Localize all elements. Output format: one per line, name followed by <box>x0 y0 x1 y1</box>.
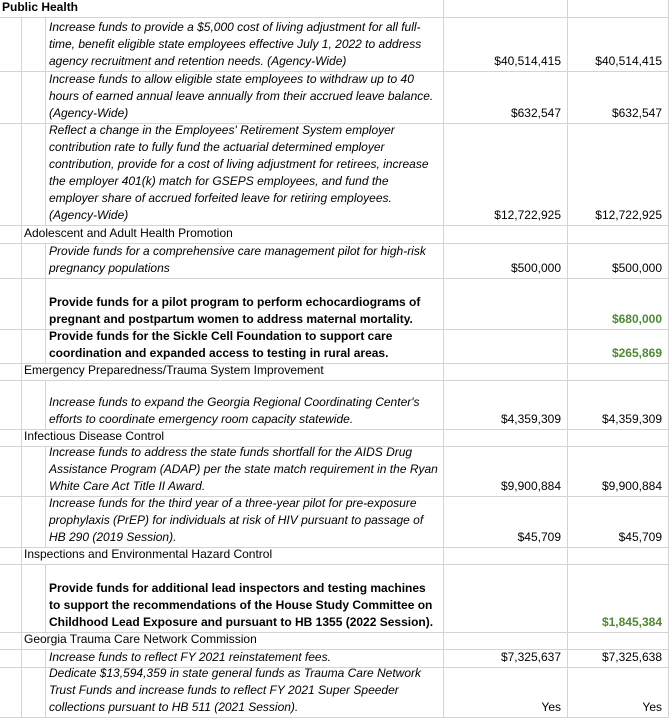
row-description: Reflect a change in the Employees' Retirement System employer contribution rate to fully fund the actuarial determined employer contribution, provide for a cost of living adjustment for retirees, increase the employer 401(k) match for GSEPS employees, and fund the employer share of accrued forfeited leave for retiring employees. (Agency-Wide) <box>49 123 429 222</box>
row-description: Provide funds for the Sickle Cell Foundation to support care coordination and expanded access to testing in rural areas. <box>49 329 393 360</box>
section-row <box>0 548 669 565</box>
table-header-row <box>0 0 669 18</box>
table-row <box>0 279 669 330</box>
section-title: Infectious Disease Control <box>24 429 165 443</box>
row-value-2: $632,547 <box>611 106 662 120</box>
table-row <box>0 330 669 364</box>
section-title: Inspections and Environmental Hazard Control <box>24 547 273 561</box>
row-description: Provide funds for a pilot program to perform echocardiograms of pregnant and postpartum women to address maternal mortality. <box>49 295 421 326</box>
row-description: Increase funds to address the state funds shortfall for the AIDS Drug Assistance Program (ADAP) per the state match requirement in the Ryan White Care Act Title II Award. <box>49 445 438 493</box>
row-value-2: Yes <box>642 700 662 714</box>
section-row <box>0 226 669 244</box>
row-description: Dedicate $13,594,359 in state general funds as Trauma Care Network Trust Funds and increase funds to reflect FY 2021 Super Speeder collections pursuant to HB 511 (2021 Session). <box>49 666 421 714</box>
row-value-2: $9,900,884 <box>601 479 662 493</box>
row-description: Increase funds for the third year of a three-year pilot for pre-exposure prophylaxis (PrEP) for individuals at risk of HIV pursuant to passage of HB 290 (2019 Session). <box>49 496 424 544</box>
row-value-1: $9,900,884 <box>500 479 561 493</box>
row-value-2: $680,000 <box>611 312 662 326</box>
row-description: Provide funds for additional lead inspectors and testing machines to support the recommendations of the House Study Committee on Childhood Lead Exposure and pursuant to HB 1355 (2022 Session). <box>49 581 434 629</box>
table-row <box>0 72 669 124</box>
row-value-1: $500,000 <box>510 261 561 275</box>
row-value-2: $500,000 <box>611 261 662 275</box>
table-row <box>0 668 669 718</box>
row-description: Increase funds to allow eligible state employees to withdraw up to 40 hours of earned annual leave annually from their accrued leave balance. (Agency-Wide) <box>49 72 434 120</box>
section-row <box>0 633 669 650</box>
row-description: Provide funds for a comprehensive care management pilot for high-risk pregnancy populations <box>49 244 426 275</box>
row-description: Increase funds to provide a $5,000 cost of living adjustment for all full-time, benefit eligible state employees effective July 1, 2022 to address agency recruitment and retention needs. (Agency-Wide) <box>49 20 422 68</box>
row-value-2: $265,869 <box>611 346 662 360</box>
row-value-2: $40,514,415 <box>595 54 662 68</box>
section-title: Adolescent and Adult Health Promotion <box>24 226 233 240</box>
row-value-2: $4,359,309 <box>601 412 662 426</box>
table-title: Public Health <box>2 0 79 14</box>
row-value-1: $40,514,415 <box>494 54 561 68</box>
table-row <box>0 18 669 72</box>
row-value-2: $45,709 <box>618 530 662 544</box>
row-value-1: Yes <box>541 700 561 714</box>
table-row <box>0 565 669 633</box>
section-title: Emergency Preparedness/Trauma System Improvement <box>24 363 324 377</box>
row-description: Increase funds to reflect FY 2021 reinstatement fees. <box>49 650 331 664</box>
section-row <box>0 364 669 381</box>
row-value-2: $1,845,384 <box>601 615 662 629</box>
table-row <box>0 447 669 497</box>
row-value-1: $632,547 <box>510 106 561 120</box>
row-value-1: $7,325,637 <box>500 650 561 664</box>
table-row <box>0 497 669 548</box>
row-value-2: $12,722,925 <box>595 208 662 222</box>
row-value-1: $4,359,309 <box>500 412 561 426</box>
table-row <box>0 381 669 430</box>
row-value-1: $45,709 <box>517 530 561 544</box>
row-value-2: $7,325,638 <box>601 650 662 664</box>
row-value-1: $12,722,925 <box>494 208 561 222</box>
table-row <box>0 244 669 279</box>
section-title: Georgia Trauma Care Network Commission <box>24 632 257 646</box>
row-description: Increase funds to expand the Georgia Regional Coordinating Center's efforts to coordinate emergency room capacity statewide. <box>49 395 420 426</box>
table-row <box>0 124 669 226</box>
